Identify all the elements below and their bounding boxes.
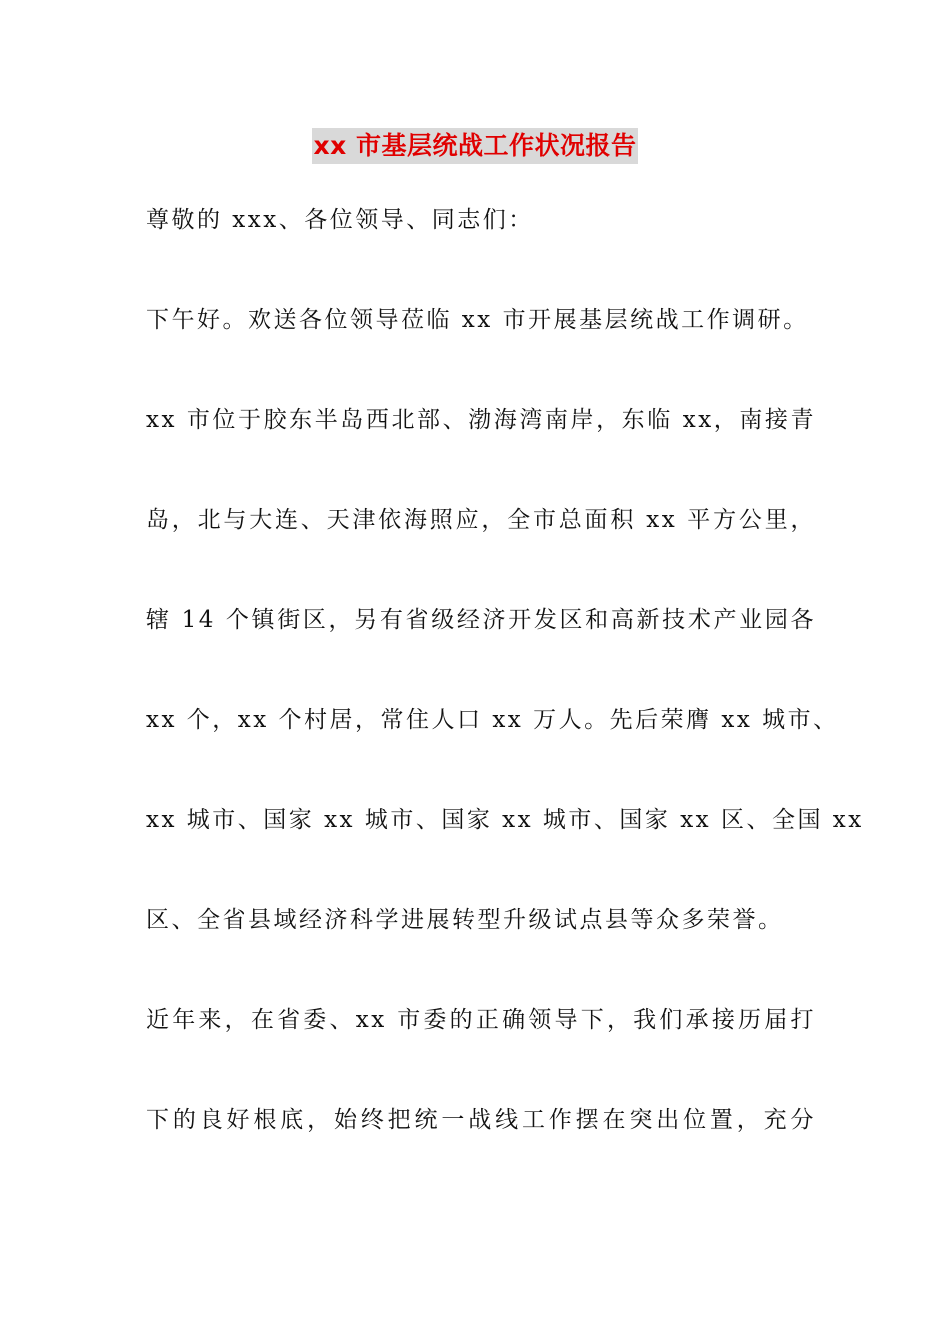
body-line-6: 区、全省县域经济科学进展转型升级试点县等众多荣誉。 (146, 907, 784, 933)
body-line-3: 辖 14 个镇街区，另有省级经济开发区和高新技术产业园各 (146, 607, 816, 633)
body-line-1: xx 市位于胶东半岛西北部、渤海湾南岸，东临 xx，南接青 (146, 407, 816, 433)
greeting-line: 下午好。欢送各位领导莅临 xx 市开展基层统战工作调研。 (146, 307, 809, 333)
body-line-5: xx 城市、国家 xx 城市、国家 xx 城市、国家 xx 区、全国 xx (146, 807, 864, 833)
body-line-7: 近年来，在省委、xx 市委的正确领导下，我们承接历届打 (146, 1007, 816, 1033)
body-line-8: 下的良好根底，始终把统一战线工作摆在突出位置，充分 (146, 1107, 816, 1133)
body-line-2: 岛，北与大连、天津依海照应，全市总面积 xx 平方公里， (146, 507, 816, 533)
title-container (0, 128, 950, 164)
document-title: xx 市基层统战工作状况报告 (312, 128, 639, 164)
body-line-4: xx 个，xx 个村居，常住人口 xx 万人。先后荣膺 xx 城市、 (146, 707, 839, 733)
salutation-line: 尊敬的 xxx、各位领导、同志们： (146, 207, 534, 233)
